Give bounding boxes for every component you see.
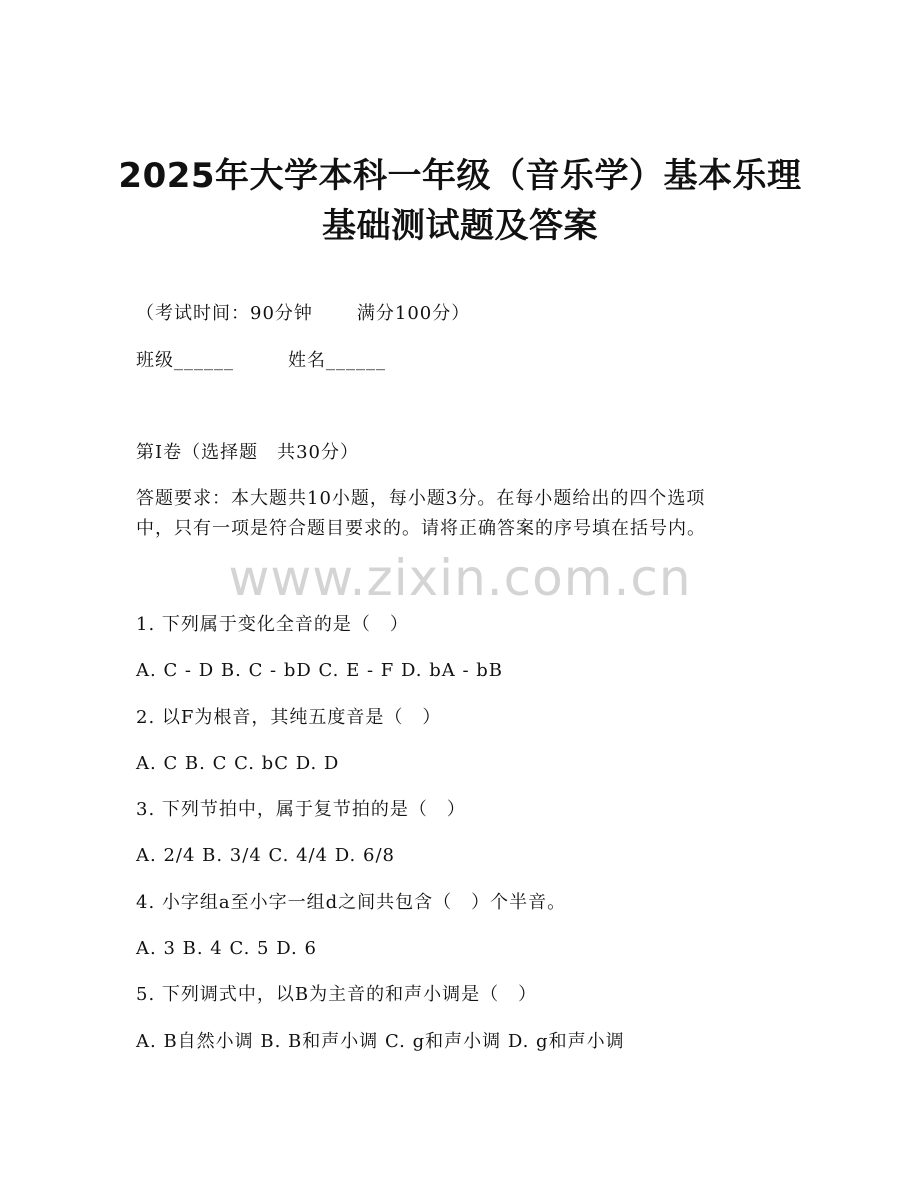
watermark: www.zixin.com.cn — [228, 549, 692, 607]
section-instructions-line-2: 中，只有一项是符合题目要求的。请将正确答案的序号填在括号内。 — [136, 518, 706, 539]
class-field: 班级______ — [136, 350, 234, 371]
question-options: A. C - D B. C - bD C. E - F D. bA - bB — [136, 660, 504, 681]
document-title-line-2: 基础测试题及答案 — [322, 206, 598, 246]
question-options: A. 2/4 B. 3/4 C. 4/4 D. 6/8 — [136, 845, 395, 866]
question-stem: 4. 小字组a至小字一组d之间共包含（ ）个半音。 — [136, 892, 567, 913]
name-field: 姓名______ — [288, 350, 386, 371]
question-options: A. C B. C C. bC D. D — [136, 753, 340, 774]
document-title-line-1: 2025年大学本科一年级（音乐学）基本乐理 — [118, 156, 802, 196]
exam-full-score: 满分100分） — [356, 303, 471, 324]
section-instructions-line-1: 答题要求：本大题共10小题，每小题3分。在每小题给出的四个选项 — [136, 488, 706, 509]
question-stem: 5. 下列调式中，以B为主音的和声小调是（ ） — [136, 984, 538, 1005]
question-options: A. 3 B. 4 C. 5 D. 6 — [136, 938, 317, 959]
section-heading: 第I卷（选择题 共30分） — [136, 442, 360, 463]
student-info — [136, 349, 386, 373]
question-stem: 2. 以F为根音，其纯五度音是（ ） — [136, 707, 442, 728]
exam-info — [136, 302, 470, 326]
question-stem: 3. 下列节拍中，属于复节拍的是（ ） — [136, 799, 466, 820]
question-stem: 1. 下列属于变化全音的是（ ） — [136, 614, 409, 635]
exam-time: （考试时间：90分钟 — [136, 303, 313, 324]
question-options: A. B自然小调 B. B和声小调 C. g和声小调 D. g和声小调 — [136, 1031, 625, 1052]
